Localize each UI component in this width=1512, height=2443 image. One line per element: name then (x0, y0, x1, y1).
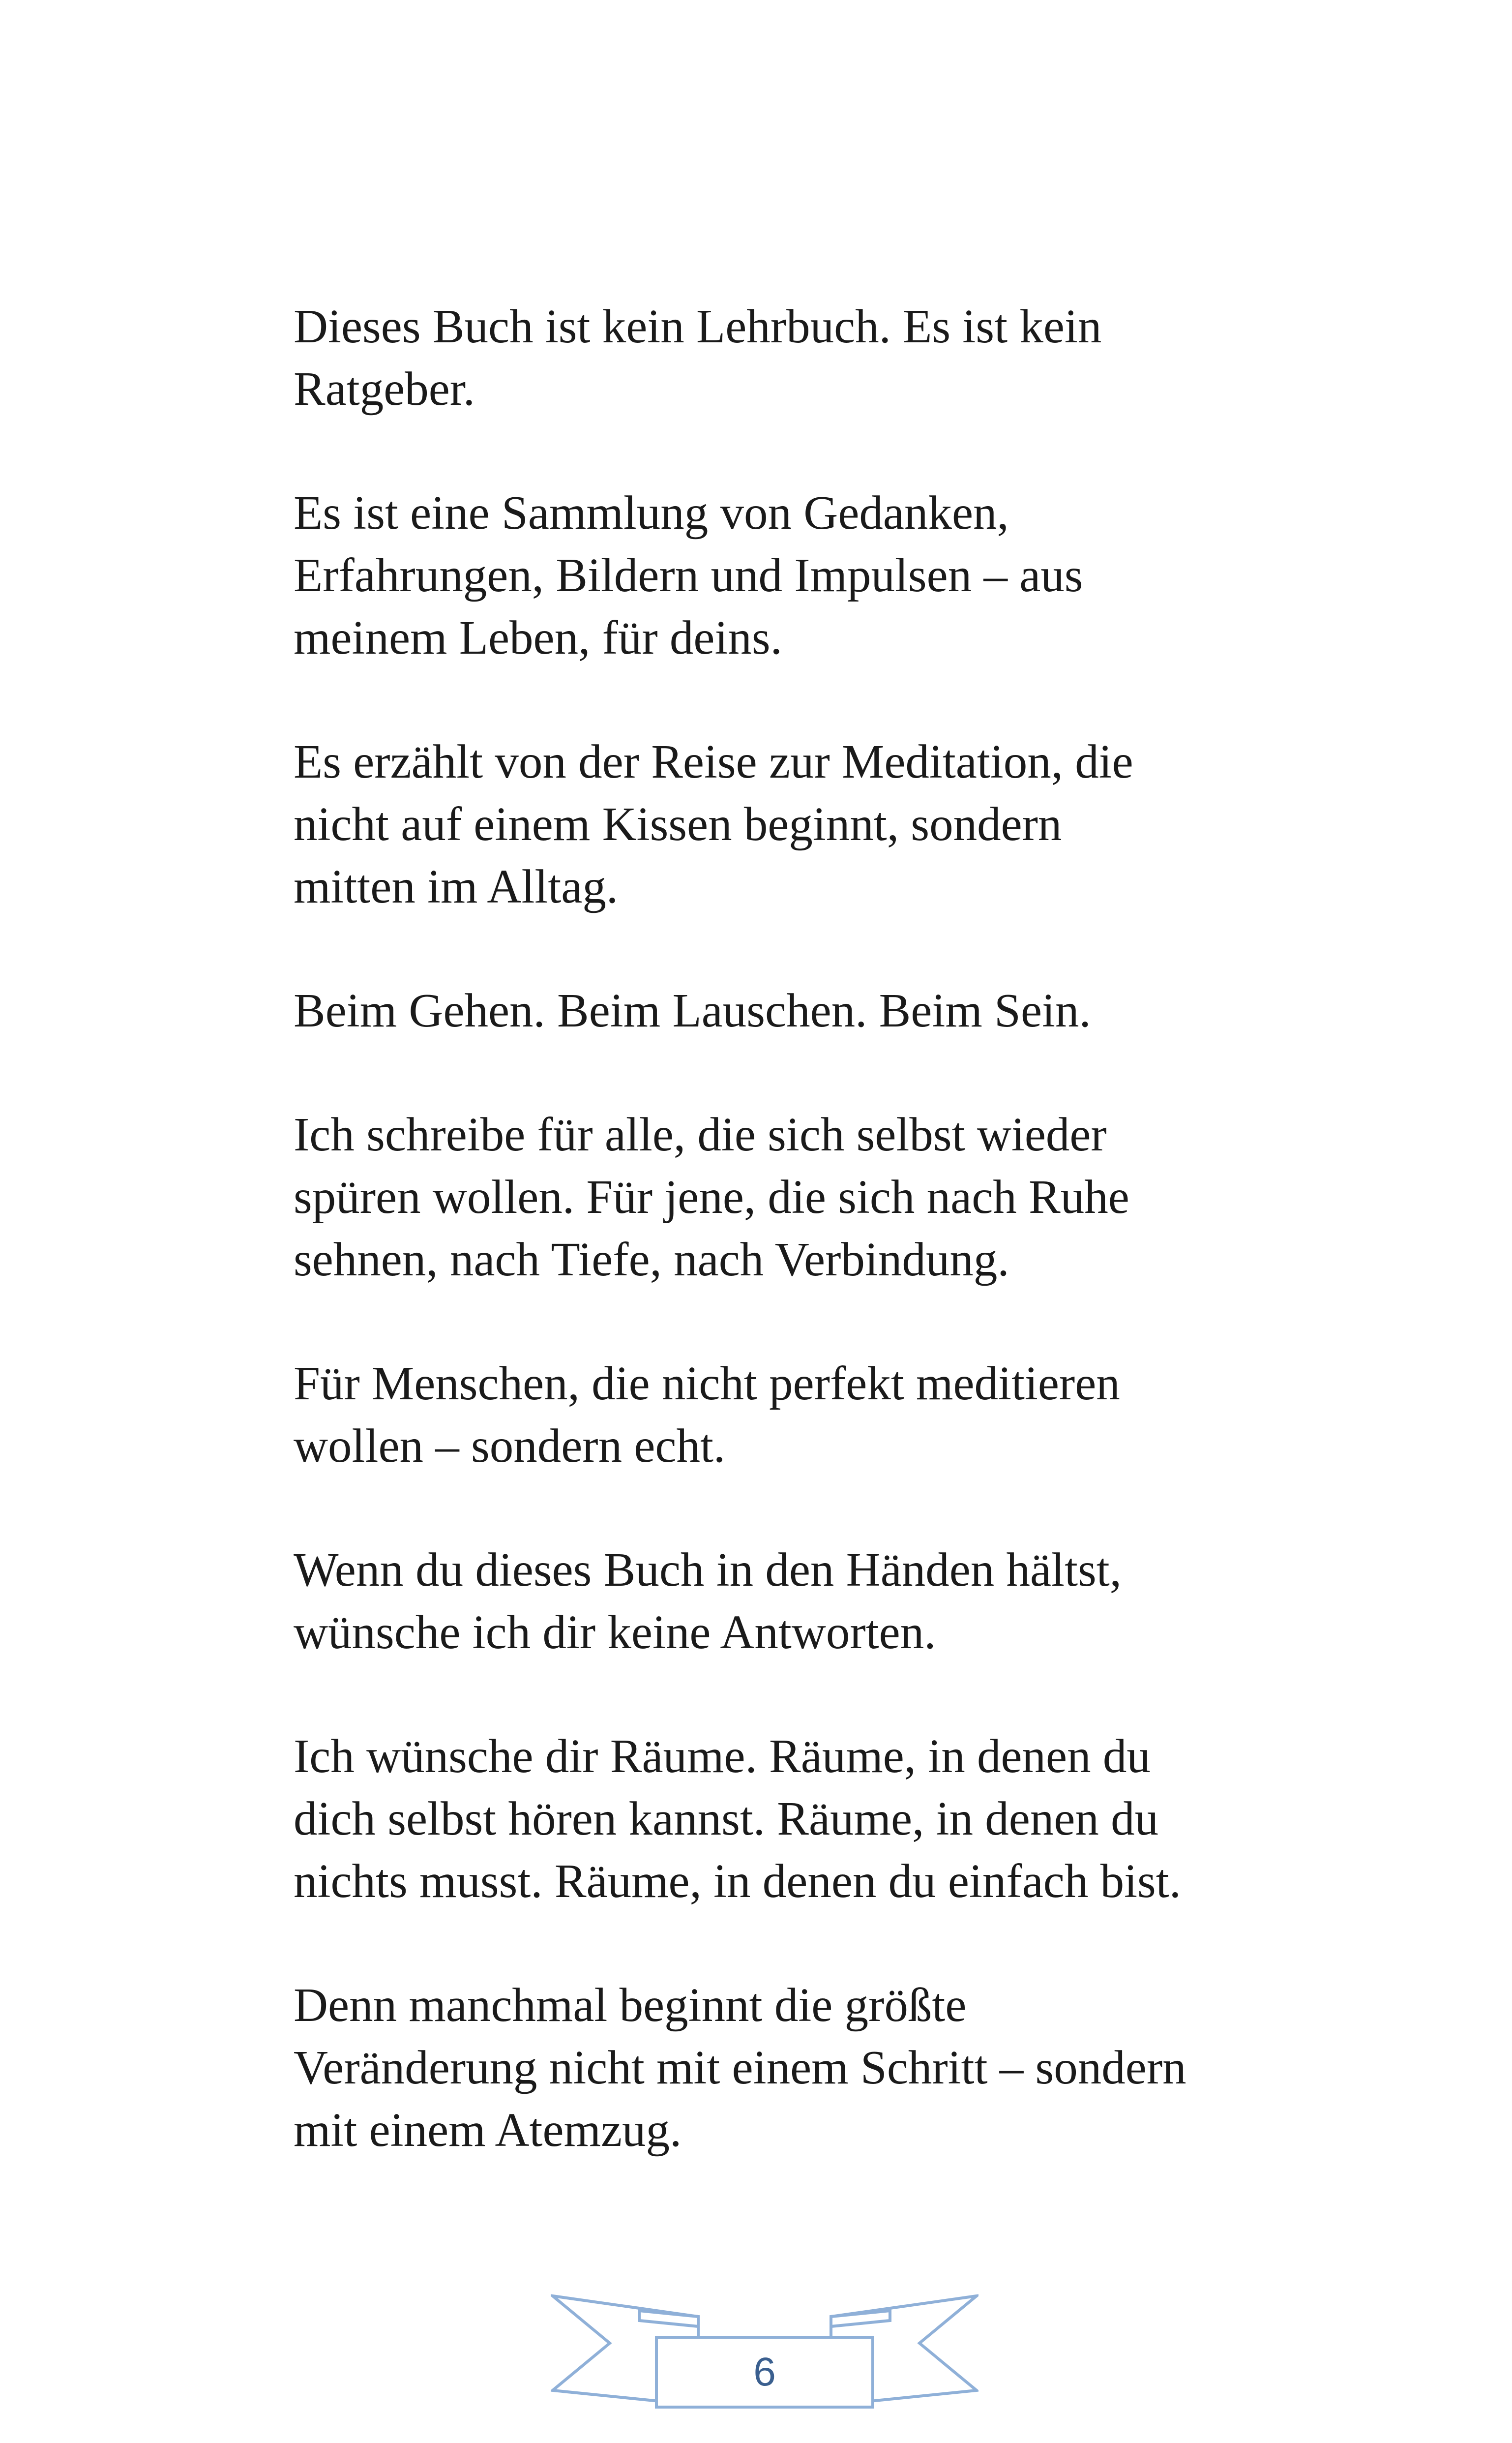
text-line: Es erzählt von der Reise zur Meditation, die (294, 735, 1133, 788)
text-line: Erfahrungen, Bildern und Impulsen – aus (294, 549, 1083, 602)
text-line: Es ist eine Sammlung von Gedanken, (294, 486, 1009, 539)
paragraph-4 (294, 979, 1277, 1042)
body-text (294, 295, 1277, 2223)
text-line: Ratgeber. (294, 362, 475, 415)
text-line: mit einem Atemzug. (294, 2104, 682, 2156)
text-line: dich selbst hören kannst. Räume, in denen du (294, 1792, 1159, 1845)
text-line: wünsche ich dir keine Antworten. (294, 1606, 936, 1659)
paragraph-1 (294, 295, 1277, 420)
text-line: Wenn du dieses Buch in den Händen hältst, (294, 1543, 1122, 1596)
text-line: Veränderung nicht mit einem Schritt – sondern (294, 2041, 1186, 2094)
page-number: 6 (753, 2350, 776, 2394)
text-line: Beim Gehen. Beim Lauschen. Beim Sein. (294, 984, 1091, 1037)
text-line: spüren wollen. Für jene, die sich nach Ruhe (294, 1171, 1129, 1223)
text-line: Denn manchmal beginnt die größte (294, 1979, 967, 2031)
text-line: wollen – sondern echt. (294, 1419, 726, 1472)
text-line: Ich schreibe für alle, die sich selbst wieder (294, 1108, 1107, 1161)
text-line: mitten im Alltag. (294, 860, 619, 913)
text-line: nichts musst. Räume, in denen du einfach bist. (294, 1855, 1181, 1907)
paragraph-2 (294, 482, 1277, 669)
text-line: nicht auf einem Kissen beginnt, sondern (294, 798, 1062, 850)
paragraph-8 (294, 1725, 1277, 1912)
text-line: Dieses Buch ist kein Lehrbuch. Es ist kein (294, 300, 1102, 353)
paragraph-5 (294, 1103, 1277, 1291)
text-line: Ich wünsche dir Räume. Räume, in denen du (294, 1730, 1151, 1782)
text-line: Für Menschen, die nicht perfekt meditieren (294, 1357, 1120, 1410)
paragraph-3 (294, 730, 1277, 918)
text-line: meinem Leben, für deins. (294, 611, 782, 664)
paragraph-9 (294, 1974, 1277, 2161)
text-line: sehnen, nach Tiefe, nach Verbindung. (294, 1233, 1009, 1286)
paragraph-6 (294, 1352, 1277, 1477)
page-number-ribbon (551, 2292, 978, 2420)
paragraph-7 (294, 1538, 1277, 1663)
